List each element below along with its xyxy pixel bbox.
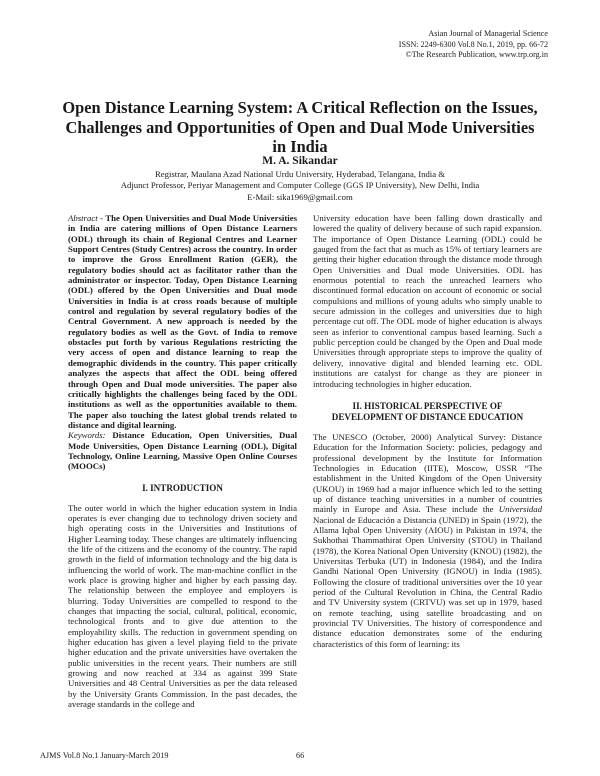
history-italic-word: Universidad <box>498 504 543 515</box>
keywords <box>68 430 297 471</box>
footer-page-number: 66 <box>296 751 305 760</box>
intro-paragraph: The outer world in which the higher education system in India operates is ever changing due to technology driven society and high operating costs in the Universities and Institutions of Higher Learning today. These changes are ultimately influencing the life of the citizens and the economy of the country. The rapid growth in the field of information technology and the big data is influencing the world of work. The man-machine conflict in the work place is growing higher and higher by each passing day. The relationship between the employee and employers is blurring. Today Universities are compelled to respond to the changes that impacting the social, cultural, political, economic, technological fronts and to give due attention to the employability skills. The reduction in government spending on higher education has given a level playing field to the private higher education and the private universities have overtaken the public universities in the recent years. Their numbers are still growing and now reached at 334 as against 399 State Universities and 48 Central Universities as per the data released by the University Grants Commission. In the past decades, the average standards in the college and <box>68 502 297 710</box>
affiliation-1: Registrar, Maulana Azad National Urdu University, Hyderabad, Telangana, India & <box>155 169 445 179</box>
history-heading-line-1: II. HISTORICAL PERSPECTIVE OF <box>352 400 503 411</box>
author-email: E-Mail: sika1969@gmail.com <box>247 191 353 202</box>
paper-title: Open Distance Learning System: A Critical Reflection on the Issues, Challenges and Opportunities of Open and Dual Mode Universities in India <box>62 98 538 157</box>
affiliation-2: Adjunct Professor, Periyar Management and Computer College (GGS IP University), New Delhi, India <box>120 180 480 191</box>
publisher-line: ©The Research Publication, www.trp.org.in <box>405 50 548 60</box>
history-text-b: Nacional de Educación a Distancia (UNED) in Spain (1972), the Allama Iqbal Open University (AIOU) in Pakistan in 1974, the Sukhothai Thammathirat Open University (STOU) in Thailand (1978), the Korea National Open University (KNOU) (1982), the Universitas Terbuka (UT) in Indonesia (1984), and the Indira Gandhi National Open University (IGNOU) in India (1985). Following the closure of traditional universities over the 10 year period of the Cultural Revolution in China, the Central Radio and TV University system (CRTVU) was set up in 1979, based on remote teaching, using satellite broadcasting and on provincial TV Universities. The history of correspondence and distance education demonstrates some of the enduring characteristics of this form of learning: its <box>313 514 542 649</box>
author-name: M. A. Sikandar <box>262 155 338 167</box>
author-affiliations <box>0 169 600 203</box>
footer-issue: AJMS Vol.8 No.1 January-March 2019 <box>40 751 169 760</box>
keywords-text: Distance Education, Open Universities, Dual Mode Universities, Open Distance Learning (ODL), Digital Technology, Online Learning, Massive Open Online Courses (MOOCs) <box>68 430 297 472</box>
history-heading-line-2: DEVELOPMENT OF DISTANCE EDUCATION <box>331 411 524 422</box>
right-column <box>313 213 542 649</box>
history-paragraph <box>313 432 542 649</box>
abstract-label: Abstract - <box>68 213 104 223</box>
journal-name: Asian Journal of Managerial Science <box>428 29 548 38</box>
abstract <box>68 213 297 430</box>
journal-header <box>248 29 548 61</box>
history-text-a: The UNESCO (October, 2000) Analytical Survey: Distance Education for the Information Society: policies, pedagogy and professional development by the Institute for Information Technologies in Education (IITE), Moscow, USSR “The establishment in the United Kingdom of the Open University (UKOU) in 1969 had a major influence which led to the setting up of distance teaching universities in a number of countries mainly in Europe and Asia. These include the <box>313 431 542 515</box>
keywords-label: Keywords: <box>68 430 106 441</box>
intro-heading: I. INTRODUCTION <box>142 482 223 493</box>
right-paragraph-1: University education have been falling down drastically and lowered the quality of delivery because of such rapid expansion. The importance of Open Distance Learning (ODL) could be gauged from the fact that as much as 15% of tertiary learners are getting their higher education through the distance mode through Open Universities and Dual mode Universities. ODL has enormous potential to reach the unreached learners who discontinued formal education on account of economic or social compulsions and millions of young adults who simply unable to secure admission in the colleges and universities due to high percentage cut off. The ODL mode of higher education is always seen as inferior to conventional campus based learning. Such a public perception could be changed by the Open and Dual mode Universities through appropriate steps to improve the quality of delivery, innovative digital and blended learning etc. ODL institutions are catalyst for change as they are pioneer in introducing technologies in higher education. <box>313 213 542 389</box>
history-heading <box>313 401 542 423</box>
issn-line: ISSN: 2249-6300 Vol.8 No.1, 2019, pp. 66-72 <box>398 39 548 49</box>
left-column <box>68 213 297 709</box>
abstract-text: The Open Universities and Dual Mode Universities in India are catering millions of Open Distance Learners (ODL) through its chain of Regional Centres and Learner Support Centres (Study Centres) across the country. In order to improve the Gross Enrollment Ration (GER), the regulatory bodies should act as facilitator rather than the administrator or inspector. Today, Open Distance Learning (ODL) offered by the Open Universities and Dual mode Universities in India is at cross roads because of multiple control and regulation by several regulatory bodies of the Central Government. A new approach is needed by the regulatory bodies as well as the Govt. of India to remove obstacles put forth by various Regulations restricting the very access of open and distance learning to reap the demographic dividends in the country. This paper critically analyzes the aspects that affect the ODL being offered through Open and Dual mode universities. The paper also critically highlights the challenges being faced by the ODL institutions as well as the opportunities available to them. The paper also touching the latest global trends related to distance and digital learning. <box>68 213 297 430</box>
